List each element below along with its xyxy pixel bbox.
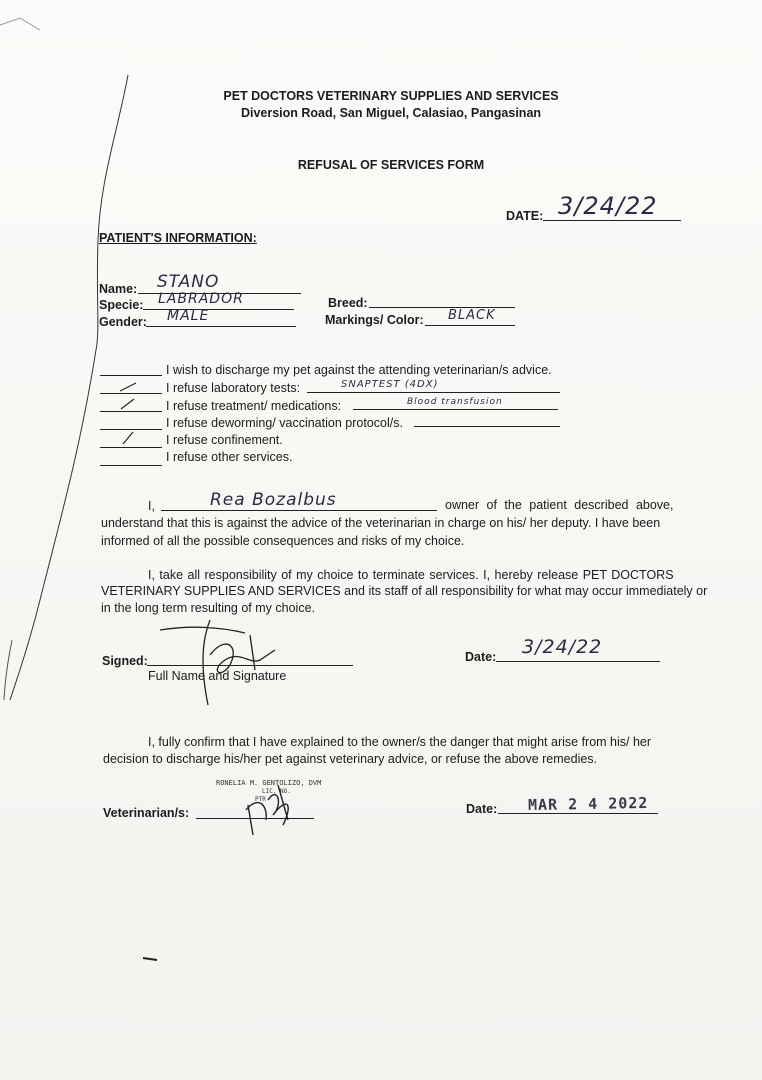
owner-name-line (161, 510, 437, 511)
signed-label: Signed: (102, 654, 148, 668)
form-title: REFUSAL OF SERVICES FORM (297, 158, 485, 172)
specie-label: Specie: (99, 298, 144, 312)
markings-label: Markings/ Color: (325, 313, 424, 327)
option-text: I refuse deworming/ vaccination protocol/s. (166, 416, 403, 430)
gender-line (146, 326, 296, 327)
owner-signature-scribble[interactable] (150, 605, 300, 715)
statement2-line3: in the long term resulting of my choice. (101, 601, 315, 615)
vet-date-label: Date: (466, 802, 498, 816)
owner-name[interactable]: Rea Bozalbus (210, 490, 337, 510)
option-blank[interactable] (100, 465, 162, 466)
option-detail-line (414, 426, 560, 427)
statement1-line3: informed of all the possible consequences and risks of my choice. (101, 534, 465, 548)
date-value[interactable]: 3/24/22 (558, 192, 658, 220)
option-detail[interactable]: Blood transfusion (407, 397, 503, 407)
option-blank[interactable] (100, 411, 162, 412)
date-label: DATE: (506, 209, 544, 223)
breed-label: Breed: (328, 296, 368, 310)
owner-date-line (496, 661, 660, 662)
option-detail[interactable]: SNAPTEST (4DX) (341, 379, 439, 390)
owner-date-label: Date: (465, 650, 497, 664)
vet-signature-scribble[interactable] (238, 775, 308, 840)
markings-line (425, 325, 515, 326)
option-text: I refuse laboratory tests: (166, 381, 301, 395)
option-blank[interactable] (100, 375, 162, 376)
vet-stamp-name: RONELIA M. GENTOLIZO, DVM (216, 779, 322, 787)
vet-date-stamp[interactable]: MAR 2 4 2022 (527, 793, 649, 815)
clinic-name: PET DOCTORS VETERINARY SUPPLIES AND SERVICES (223, 89, 559, 103)
name-value[interactable]: STANO (157, 272, 220, 292)
statement3-line1: I, fully confirm that I have explained to the owner/s the danger that might arise from his/ her (148, 735, 652, 749)
statement2-line1: I, take all responsibility of my choice to terminate services. I, hereby release PET DOCTORS (148, 568, 674, 582)
vet-stamp-ptr: PTR (255, 796, 266, 803)
option-text: I wish to discharge my pet against the attending veterinarian/s advice. (166, 363, 552, 377)
statement2-line2: VETERINARY SUPPLIES AND SERVICES and its staff of all responsibility for what may occur immediately or (101, 584, 708, 598)
specie-line (143, 309, 294, 310)
option-blank[interactable] (100, 447, 162, 448)
statement1-line2: understand that this is against the advice of the veterinarian in charge on his/ her deputy. I have been (101, 516, 661, 530)
option-text: I refuse other services. (166, 450, 293, 464)
owner-date-value[interactable]: 3/24/22 (522, 636, 603, 658)
option-text: I refuse treatment/ medications: (166, 399, 342, 413)
date-line (543, 220, 681, 221)
patient-section-title: PATIENT'S INFORMATION: (99, 231, 257, 245)
specie-value[interactable]: LABRADOR (158, 291, 244, 307)
markings-value[interactable]: BLACK (448, 308, 496, 323)
statement1-prefix: I, (148, 499, 155, 513)
check-mark-icon (118, 397, 138, 411)
statement1-suffix: owner of the patient described above, (445, 498, 674, 512)
vet-label: Veterinarian/s: (103, 806, 190, 820)
statement3-line2: decision to discharge his/her pet against veterinary advice, or refuse the above remedies. (103, 752, 598, 766)
option-blank[interactable] (100, 393, 162, 394)
check-mark-icon (120, 430, 136, 446)
check-mark-icon (118, 381, 138, 393)
option-detail-line (353, 409, 558, 410)
clinic-address: Diversion Road, San Miguel, Calasiao, Pangasinan (240, 106, 542, 120)
signature-caption: Full Name and Signature (148, 669, 287, 683)
gender-label: Gender: (99, 315, 147, 329)
gender-value[interactable]: MALE (167, 308, 210, 324)
option-detail-line (307, 392, 560, 393)
vet-stamp-license: LIC. NO. (262, 788, 291, 795)
option-text: I refuse confinement. (166, 433, 283, 447)
name-label: Name: (99, 282, 138, 296)
